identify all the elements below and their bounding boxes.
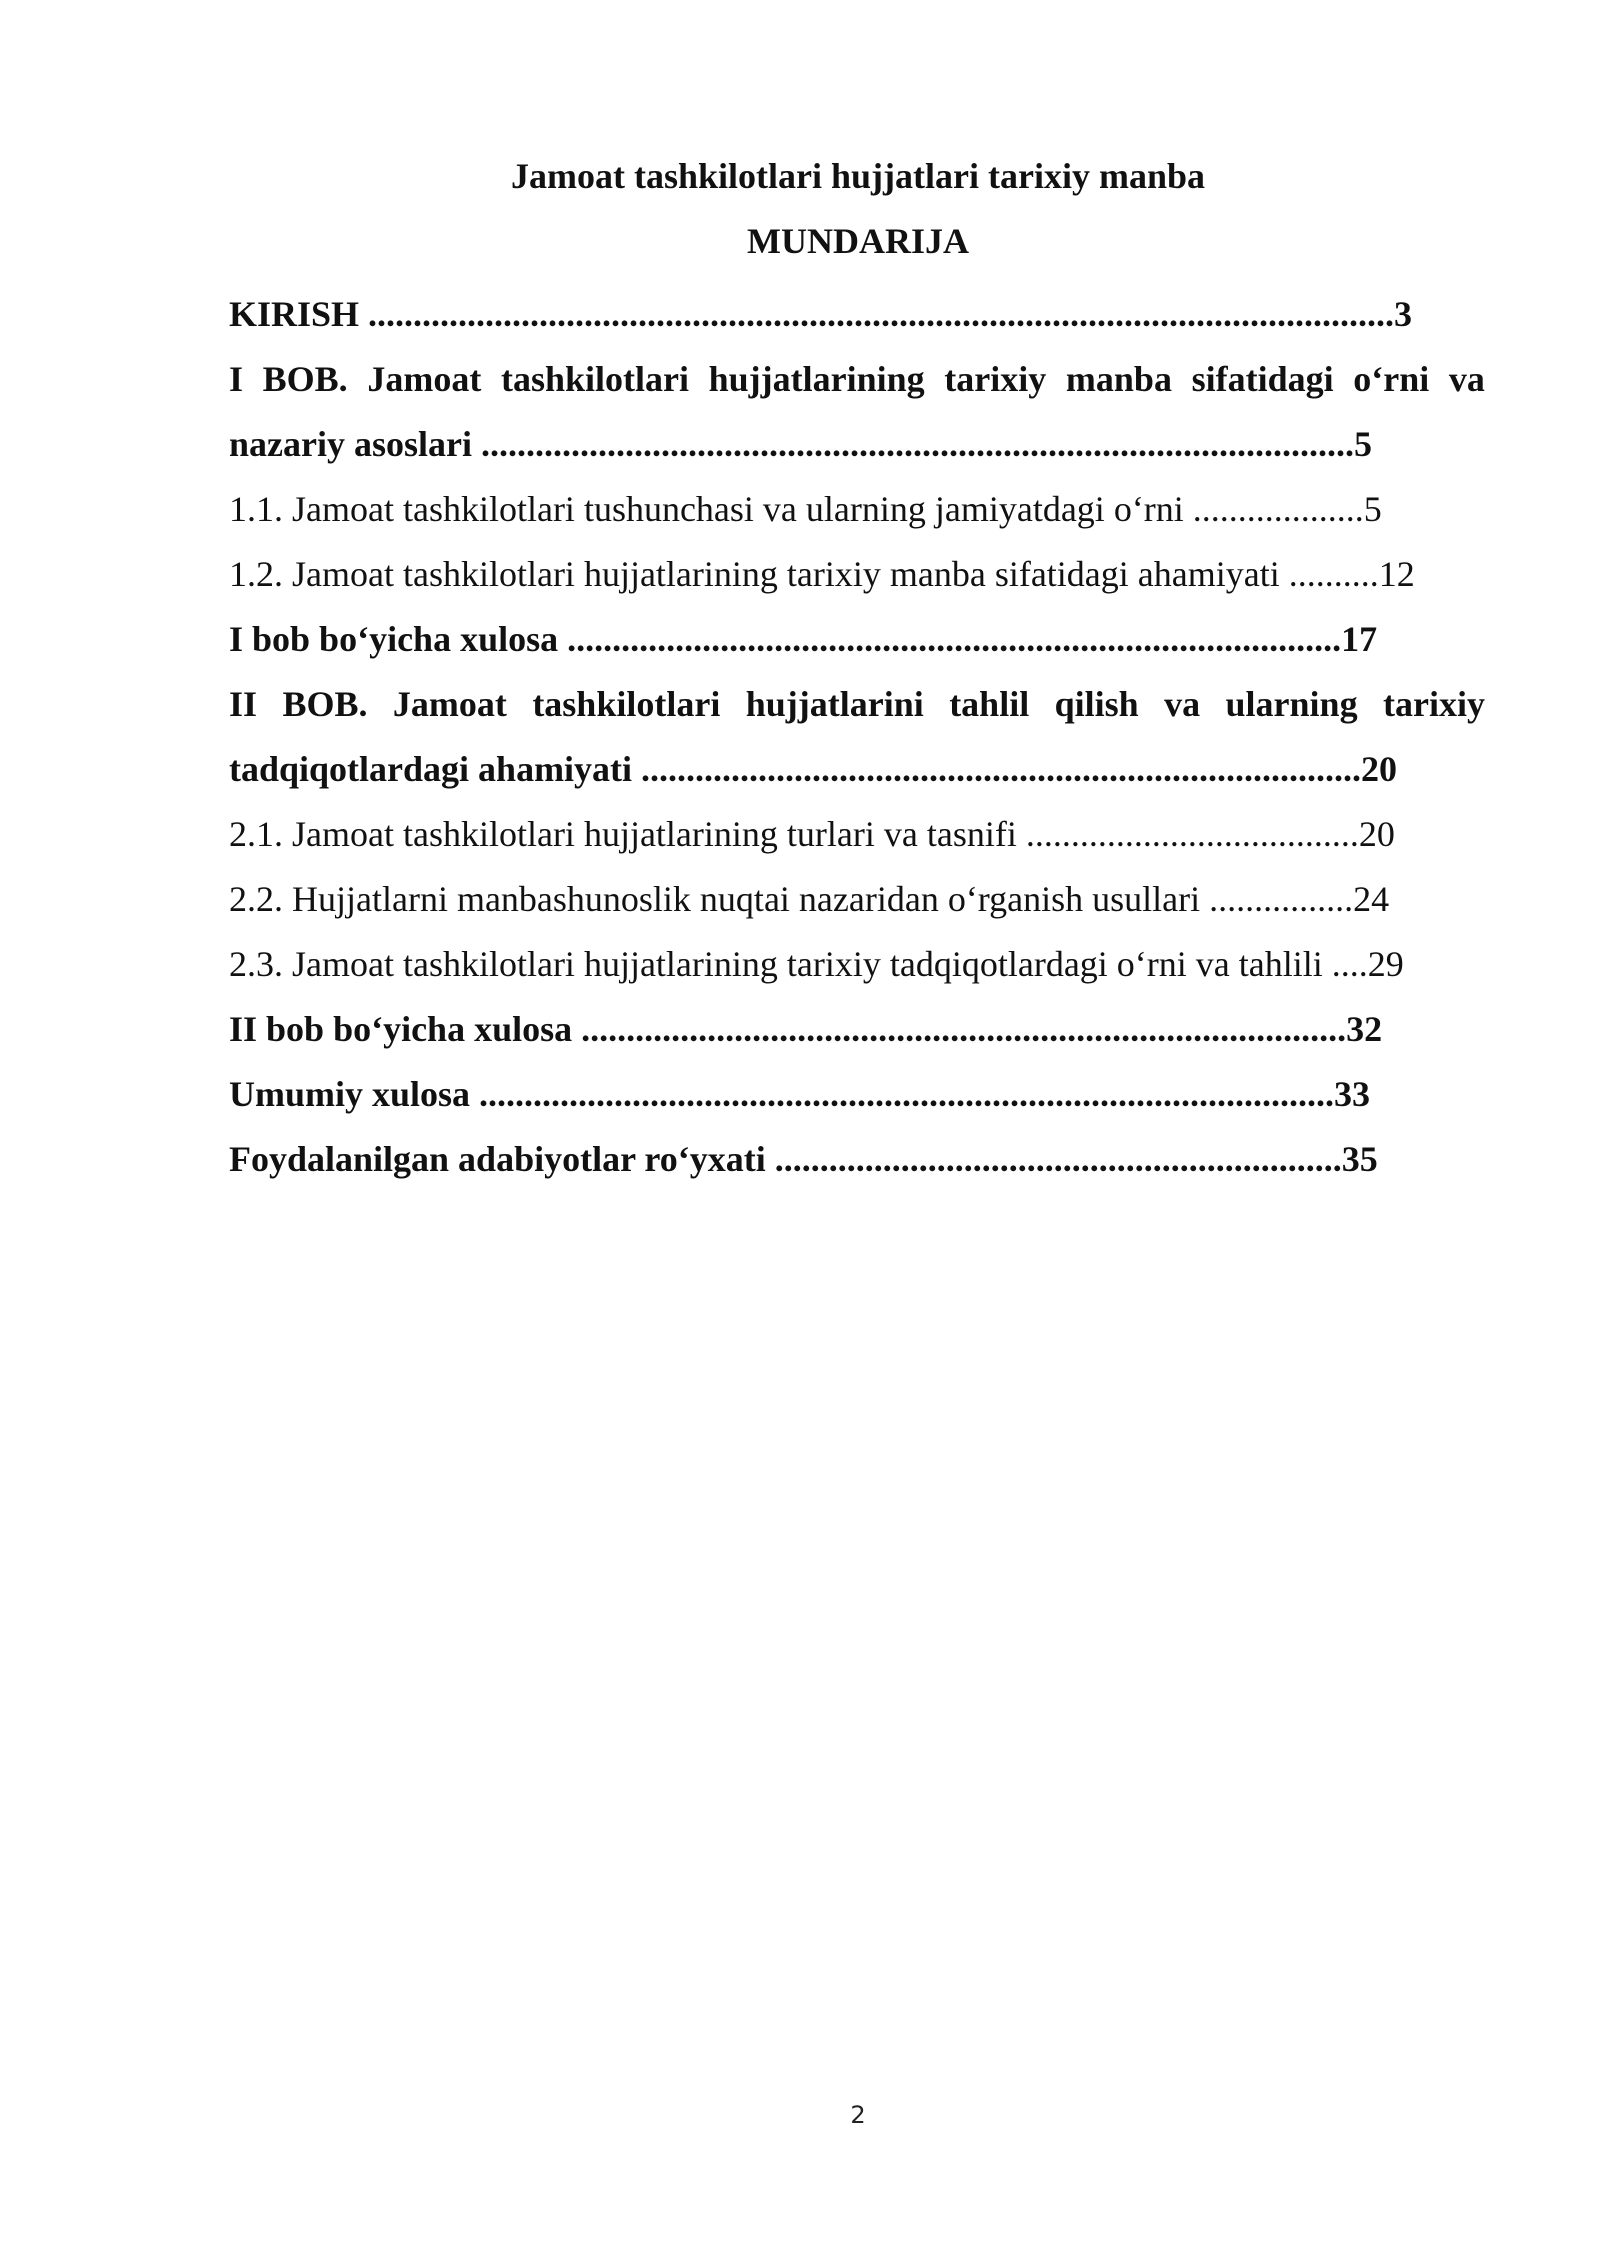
toc-entry-text: Umumiy xulosa ...............................................................................................33 bbox=[229, 1074, 1371, 1114]
toc-word: BOB. bbox=[262, 359, 348, 399]
toc-entry-text: 2.2. Hujjatlarni manbashunoslik nuqtai nazaridan o‘rganish usullari ................24 bbox=[229, 879, 1390, 919]
toc-word: va bbox=[1448, 359, 1485, 399]
toc-word: tarixiy bbox=[1383, 684, 1485, 724]
toc-entry-1-2 bbox=[229, 542, 1485, 607]
toc-word: tahlil bbox=[949, 684, 1030, 724]
toc-word: va bbox=[1164, 684, 1201, 724]
toc-word: BOB. bbox=[282, 684, 368, 724]
page-number: 2 bbox=[850, 2101, 866, 2129]
toc-word: hujjatlarini bbox=[745, 684, 924, 724]
toc-word: tashkilotlari bbox=[532, 684, 721, 724]
toc-word: tashkilotlari bbox=[500, 359, 689, 399]
toc-entry-chapter-2-line2 bbox=[229, 737, 1485, 802]
toc-entry-text: tadqiqotlardagi ahamiyati ................................................................................20 bbox=[229, 749, 1398, 789]
toc-entry-chapter-1-line1 bbox=[229, 347, 1485, 412]
toc-entry-text: 2.1. Jamoat tashkilotlari hujjatlarining turlari va tasnifi .....................................20 bbox=[229, 814, 1395, 854]
toc-word: Jamoat bbox=[367, 359, 482, 399]
toc-entry-text: 2.3. Jamoat tashkilotlari hujjatlarining tarixiy tadqiqotlardagi o‘rni va tahlili ....29 bbox=[229, 944, 1404, 984]
toc-word: tarixiy bbox=[944, 359, 1047, 399]
toc-entry-text: II bob bo‘yicha xulosa .....................................................................................32 bbox=[229, 1009, 1383, 1049]
toc-heading: MUNDARIJA bbox=[747, 221, 969, 261]
toc-word: o‘rni bbox=[1353, 359, 1430, 399]
toc-entry-chapter-1-summary bbox=[229, 607, 1485, 672]
toc-entry-text: nazariy asoslari .................................................................................................5 bbox=[229, 424, 1372, 464]
toc-entry-text: I bob bo‘yicha xulosa ......................................................................................17 bbox=[229, 619, 1378, 659]
toc-entry-2-1 bbox=[229, 802, 1485, 867]
toc-word: qilish bbox=[1054, 684, 1139, 724]
toc-entry-2-3 bbox=[229, 932, 1485, 997]
toc-word: I bbox=[229, 359, 244, 399]
toc-entry-text: Foydalanilgan adabiyotlar ro‘yxati ...............................................................35 bbox=[229, 1139, 1378, 1179]
toc-word: ularning bbox=[1225, 684, 1358, 724]
toc-entry-chapter-2-summary bbox=[229, 997, 1485, 1062]
toc-entry-text: 1.1. Jamoat tashkilotlari tushunchasi va ularning jamiyatdagi o‘rni ...................5 bbox=[229, 489, 1382, 529]
toc-word: II bbox=[229, 684, 258, 724]
toc-entry-2-2 bbox=[229, 867, 1485, 932]
toc-entry-text: 1.2. Jamoat tashkilotlari hujjatlarining tarixiy manba sifatidagi ahamiyati ..........12 bbox=[229, 554, 1415, 594]
toc-entry-references bbox=[229, 1127, 1485, 1192]
document-title: Jamoat tashkilotlari hujjatlari tarixiy manba bbox=[511, 156, 1205, 196]
toc-entry-chapter-2-line1 bbox=[229, 672, 1485, 737]
toc-entry-1-1 bbox=[229, 477, 1485, 542]
toc-entry-conclusion bbox=[229, 1062, 1485, 1127]
toc-entry-text: KIRISH ..................................................................................................................3 bbox=[229, 294, 1413, 334]
table-of-contents bbox=[229, 282, 1485, 1192]
toc-word: hujjatlarining bbox=[708, 359, 925, 399]
toc-entry-kirish bbox=[229, 282, 1485, 347]
toc-word: Jamoat bbox=[392, 684, 507, 724]
toc-entry-chapter-1-line2 bbox=[229, 412, 1485, 477]
toc-word: manba bbox=[1065, 359, 1172, 399]
toc-word: sifatidagi bbox=[1191, 359, 1334, 399]
